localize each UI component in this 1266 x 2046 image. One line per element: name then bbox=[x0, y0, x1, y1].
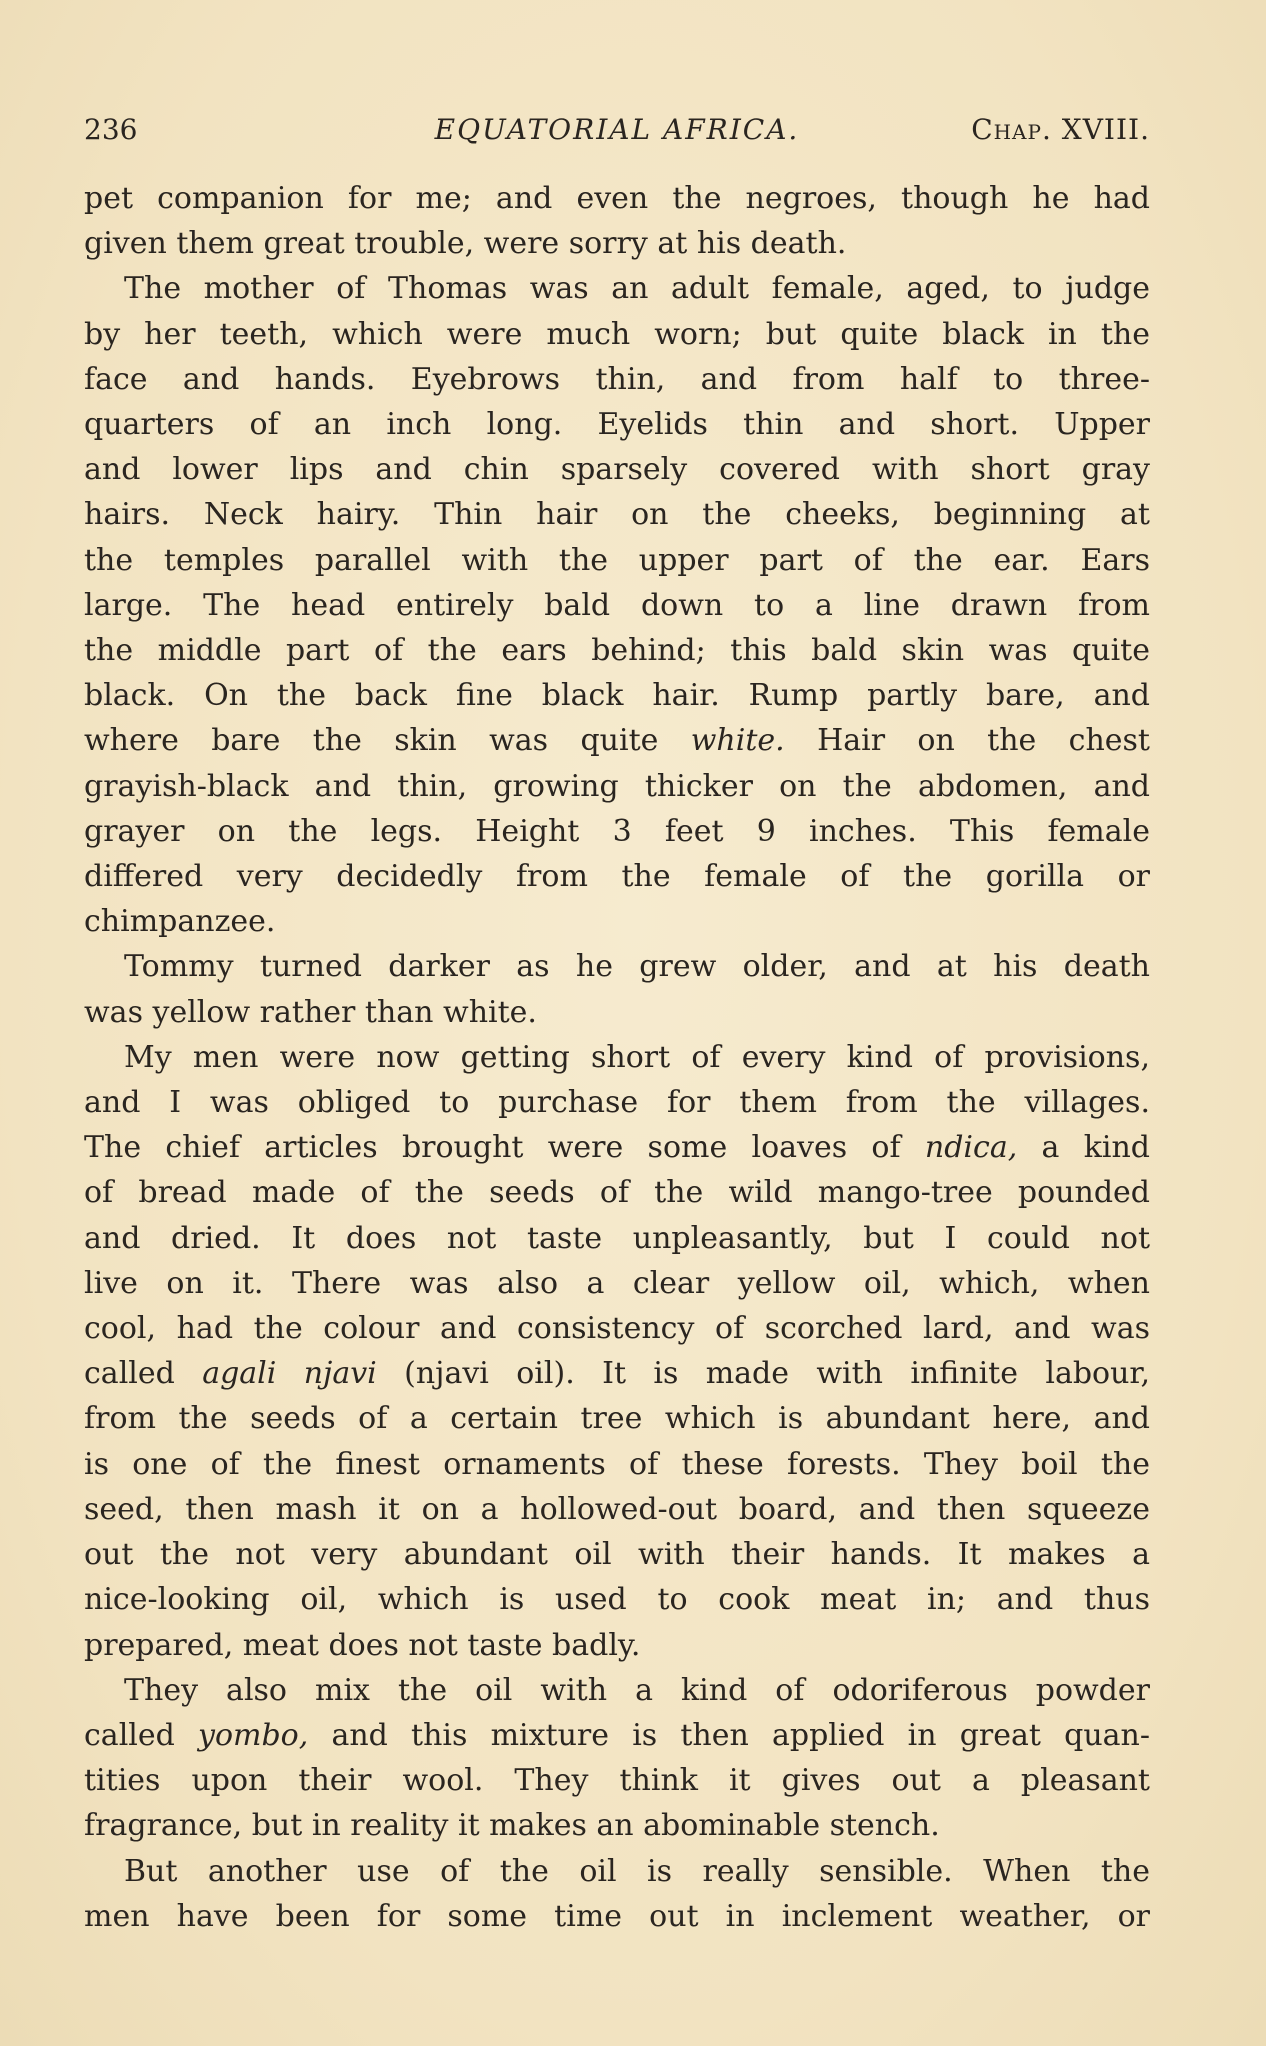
text-line bbox=[84, 1713, 1150, 1758]
text-line: large. The head entirely bald down to a line drawn from bbox=[84, 587, 1150, 623]
text-line: pet companion for me; and even the negroes, though he had bbox=[84, 181, 1150, 216]
text-line bbox=[84, 1125, 1150, 1170]
paragraph bbox=[84, 176, 1150, 266]
text-fragment: where bare the skin was quite bbox=[84, 723, 691, 759]
paragraph bbox=[84, 1035, 1150, 1668]
text-line: men have been for some time out in inclement weather, or bbox=[84, 1898, 1150, 1934]
text-fragment: and this mixture is then applied in great quan- bbox=[308, 1717, 1150, 1753]
text-line: cool, had the colour and consistency of scorched lard, and was bbox=[84, 1311, 1150, 1347]
italic-word: white. bbox=[690, 723, 785, 759]
text-line: face and hands. Eyebrows thin, and from half to three- bbox=[84, 361, 1150, 397]
text-line: and dried. It does not taste unpleasantly, but I could not bbox=[84, 1220, 1150, 1256]
text-line: the temples parallel with the upper part of the ear. Ears bbox=[84, 542, 1150, 578]
text-line: nice-looking oil, which is used to cook meat in; and thus bbox=[84, 1582, 1150, 1618]
text-fragment: called bbox=[84, 1356, 203, 1392]
text-line: The mother of Thomas was an adult female, aged, to judge bbox=[124, 271, 1150, 307]
text-line: and lower lips and chin sparsely covered with short gray bbox=[84, 452, 1150, 488]
text-line: seed, then mash it on a hollowed-out board, and then squeeze bbox=[84, 1491, 1150, 1527]
text-line: is one of the finest ornaments of these forests. They boil the bbox=[84, 1446, 1150, 1482]
text-line bbox=[84, 718, 1150, 763]
italic-word: yombo, bbox=[198, 1717, 309, 1753]
body-text bbox=[84, 176, 1150, 1939]
text-line: from the seeds of a certain tree which is abundant here, and bbox=[84, 1401, 1150, 1437]
text-line: prepared, meat does not taste badly. bbox=[84, 1627, 641, 1663]
paragraph bbox=[84, 266, 1150, 944]
text-line: quarters of an inch long. Eyelids thin and short. Upper bbox=[84, 407, 1150, 443]
running-title: EQUATORIAL AFRICA. bbox=[434, 113, 800, 146]
paragraph bbox=[84, 1668, 1150, 1849]
text-fragment: The chief articles brought were some loaves of bbox=[84, 1130, 925, 1166]
text-line: of bread made of the seeds of the wild mango-tree pounded bbox=[84, 1175, 1150, 1211]
text-line: by her teeth, which were much worn; but quite black in the bbox=[84, 316, 1150, 352]
text-line: the middle part of the ears behind; this bald skin was quite bbox=[84, 633, 1150, 669]
italic-word: agali njavi bbox=[202, 1356, 377, 1392]
text-line: chimpanzee. bbox=[84, 904, 276, 940]
text-line: My men were now getting short of every kind of provisions, bbox=[124, 1039, 1150, 1075]
text-fragment: Hair on the chest bbox=[784, 723, 1150, 759]
text-line: Tommy turned darker as he grew older, and at his death bbox=[124, 949, 1150, 985]
text-line bbox=[84, 1351, 1150, 1396]
text-fragment: called bbox=[84, 1717, 199, 1753]
paragraph bbox=[84, 944, 1150, 1034]
text-line: tities upon their wool. They think it gives out a pleasant bbox=[84, 1763, 1150, 1799]
text-line: given them great trouble, were sorry at his death. bbox=[84, 226, 847, 262]
text-line: grayer on the legs. Height 3 feet 9 inches. This female bbox=[84, 813, 1150, 849]
text-line: out the not very abundant oil with their hands. It makes a bbox=[84, 1537, 1150, 1573]
text-line: was yellow rather than white. bbox=[84, 994, 537, 1030]
text-line: grayish-black and thin, growing thicker on the abdomen, and bbox=[84, 768, 1150, 804]
text-line: differed very decidedly from the female of the gorilla or bbox=[84, 859, 1150, 895]
text-line: fragrance, but in reality it makes an abominable stench. bbox=[84, 1808, 940, 1844]
text-line: They also mix the oil with a kind of odoriferous powder bbox=[124, 1672, 1150, 1708]
page-header bbox=[84, 110, 1150, 150]
text-fragment: (njavi oil). It is made with infinite labour, bbox=[376, 1356, 1150, 1392]
chapter-label: Chap. XVIII. bbox=[971, 113, 1150, 146]
paragraph bbox=[84, 1849, 1150, 1939]
text-line: black. On the back fine black hair. Rump partly bare, and bbox=[84, 678, 1150, 714]
text-line: hairs. Neck hairy. Thin hair on the cheeks, beginning at bbox=[84, 497, 1150, 533]
italic-word: ndica, bbox=[924, 1130, 1018, 1166]
text-line: and I was obliged to purchase for them from the villages. bbox=[84, 1085, 1150, 1121]
text-fragment: a kind bbox=[1017, 1130, 1150, 1166]
text-line: But another use of the oil is really sensible. When the bbox=[124, 1853, 1150, 1889]
page-number: 236 bbox=[84, 113, 138, 146]
text-line: live on it. There was also a clear yellow oil, which, when bbox=[84, 1265, 1150, 1301]
